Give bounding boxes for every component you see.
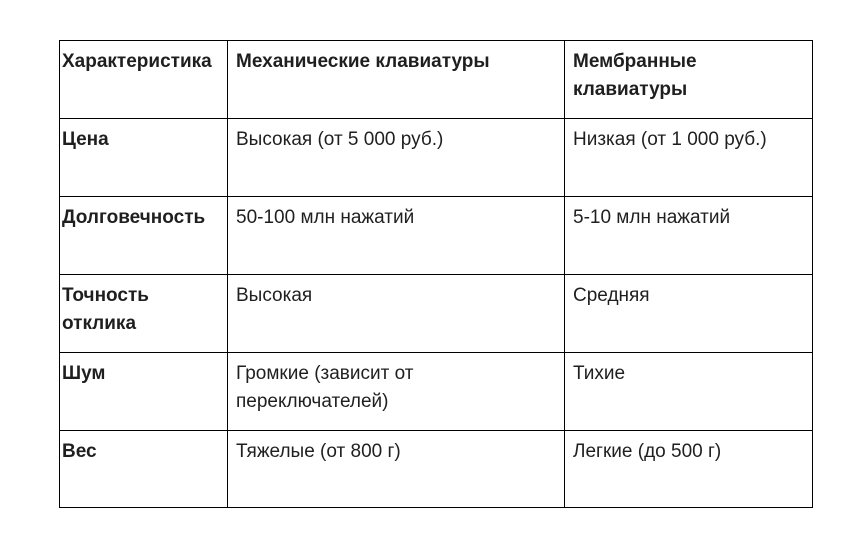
mechanical-value: Высокая (от 5 000 руб.) (228, 119, 565, 197)
membrane-value: 5-10 млн нажатий (565, 197, 813, 275)
table-row (60, 353, 813, 431)
row-label: Точность отклика (60, 275, 228, 353)
header-mechanical-keyboards: Механические клавиатуры (228, 41, 565, 119)
header-characteristic: Характеристика (60, 41, 228, 119)
membrane-value: Средняя (565, 275, 813, 353)
header-membrane-keyboards: Мембранные клавиатуры (565, 41, 813, 119)
row-label: Шум (60, 353, 228, 431)
membrane-value: Тихие (565, 353, 813, 431)
membrane-value: Легкие (до 500 г) (565, 431, 813, 508)
mechanical-value: 50-100 млн нажатий (228, 197, 565, 275)
row-label: Вес (60, 431, 228, 508)
table-row (60, 431, 813, 508)
row-label: Долговечность (60, 197, 228, 275)
mechanical-value: Тяжелые (от 800 г) (228, 431, 565, 508)
mechanical-value: Громкие (зависит от переключателей) (228, 353, 565, 431)
table-row (60, 197, 813, 275)
mechanical-value: Высокая (228, 275, 565, 353)
table-row (60, 275, 813, 353)
table-header-row (60, 41, 813, 119)
comparison-table-container (59, 40, 813, 508)
membrane-value: Низкая (от 1 000 руб.) (565, 119, 813, 197)
row-label: Цена (60, 119, 228, 197)
comparison-table (59, 40, 813, 508)
table-row (60, 119, 813, 197)
